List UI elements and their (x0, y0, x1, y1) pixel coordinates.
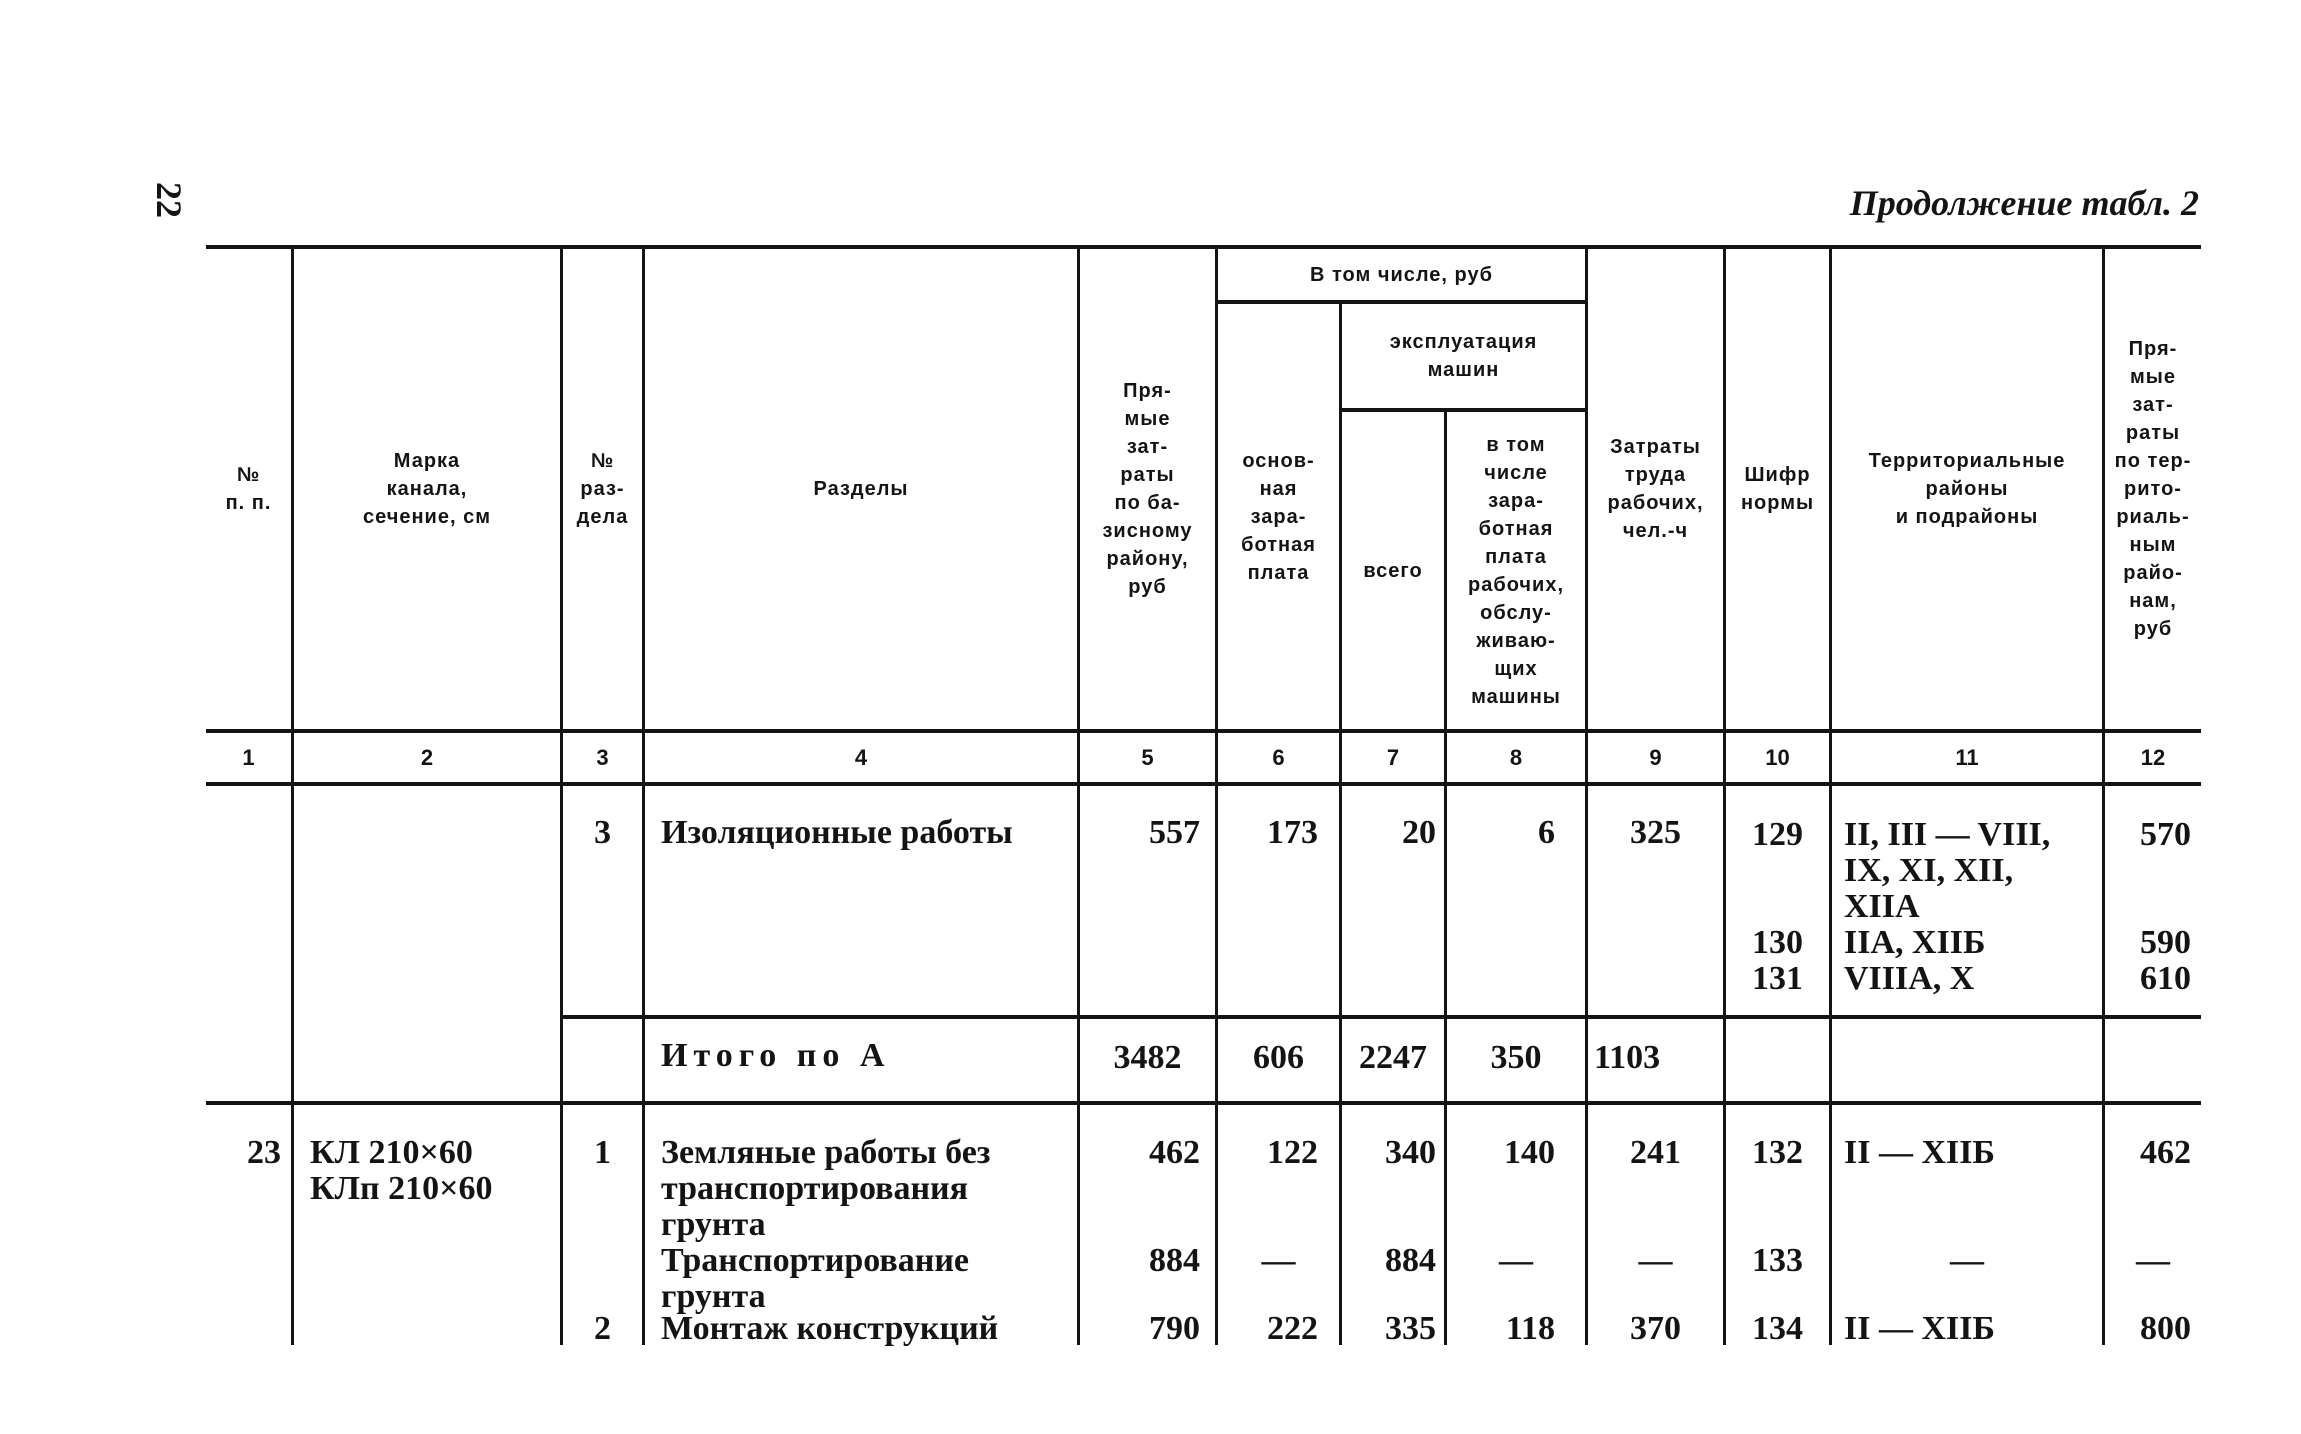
assembly-direct-costs: 790 (1149, 1310, 1200, 1347)
header-regions: Территориальные районы и подрайоны (1868, 450, 2066, 528)
earth-machines-wage: 140 (1504, 1134, 1555, 1171)
earth-section: Земляные работы без транспортирования грунта (661, 1134, 991, 1243)
earth-regional-costs: 462 (2140, 1134, 2191, 1171)
colnum-4: 4 (854, 744, 868, 770)
insulation-section: Изоляционные работы (661, 814, 1013, 851)
colnum-8: 8 (1509, 744, 1523, 770)
earth-base-wage: 122 (1267, 1134, 1318, 1171)
assembly-machines-total: 335 (1385, 1310, 1436, 1347)
assembly-section: Монтаж конструкций (661, 1310, 999, 1347)
earth-section-no: 1 (594, 1134, 611, 1171)
insulation-base-wage: 173 (1267, 814, 1318, 851)
insulation-regions: II, III — VIII, IX, XI, XII, XIIA IIA, XIIБ VIIIA, X (1844, 816, 2051, 997)
earth-machines-total: 340 (1385, 1134, 1436, 1171)
rule-colnum-bottom (206, 782, 2201, 786)
colnum-2: 2 (420, 744, 434, 770)
total-a-base-wage: 606 (1253, 1039, 1304, 1076)
header-machines-total: всего (1363, 559, 1423, 582)
insulation-machines-total: 20 (1402, 814, 1436, 851)
header-direct-costs: Пря- мые зат- раты по ба- зисному району, руб (1102, 380, 1193, 598)
cost-table (206, 245, 2201, 1345)
header-group-exploitation: эксплуатация машин (1389, 331, 1538, 381)
colnum-12: 12 (2140, 744, 2166, 770)
item23-no: 23 (247, 1134, 281, 1171)
assembly-regions: II — XIIБ (1844, 1310, 1995, 1347)
colnum-6: 6 (1272, 744, 1285, 770)
total-a-direct-costs: 3482 (1113, 1039, 1182, 1076)
insulation-section-no: 3 (594, 814, 611, 851)
colnum-1: 1 (242, 744, 255, 770)
transport-code: 133 (1752, 1242, 1803, 1279)
assembly-code: 134 (1752, 1310, 1803, 1347)
assembly-base-wage: 222 (1267, 1310, 1318, 1347)
colnum-9: 9 (1649, 744, 1662, 770)
earth-code: 132 (1752, 1134, 1803, 1171)
header-base-wage: основ- ная зара- ботная плата (1241, 449, 1316, 584)
header-section-no: № раз- дела (576, 450, 629, 528)
total-a-machines-wage: 350 (1490, 1039, 1542, 1076)
continuation-title: Продолжение табл. 2 (1849, 183, 2199, 223)
insulation-regional-costs: 570 590 610 (2140, 816, 2191, 997)
transport-section: Транспортирование грунта (661, 1242, 970, 1315)
assembly-regional-costs: 800 (2140, 1310, 2191, 1347)
header-labor: Затраты труда рабочих, чел.-ч (1607, 436, 1704, 542)
rule-before-total (561, 1015, 2201, 1019)
rule-after-total (206, 1101, 2201, 1105)
item23-mark: КЛ 210×60 КЛп 210×60 (310, 1134, 493, 1207)
earth-labor: 241 (1630, 1134, 1681, 1171)
assembly-labor: 370 (1630, 1310, 1681, 1347)
transport-regions: — (1950, 1242, 1984, 1279)
header-norm-code: Шифр нормы (1740, 464, 1815, 514)
insulation-direct-costs: 557 (1149, 814, 1200, 851)
assembly-machines-wage: 118 (1505, 1310, 1555, 1347)
transport-base-wage: — (1261, 1242, 1296, 1279)
assembly-section-no: 2 (594, 1310, 611, 1347)
total-a-machines-total: 2247 (1359, 1039, 1427, 1076)
transport-regional-costs: — (2136, 1242, 2170, 1279)
transport-machines-total: 884 (1385, 1242, 1436, 1279)
page-number: 22 (149, 182, 189, 218)
colnum-3: 3 (596, 744, 609, 770)
earth-regions: II — XIIБ (1844, 1134, 1995, 1171)
transport-machines-wage: — (1499, 1242, 1533, 1279)
header-regional-costs: Пря- мые зат- раты по тер- рито- риаль- ным райо- нам, руб (2114, 338, 2192, 640)
insulation-codes: 129 130 131 (1752, 816, 1803, 997)
transport-labor: — (1638, 1242, 1673, 1279)
colnum-10: 10 (1765, 744, 1790, 770)
colnum-7: 7 (1386, 744, 1400, 770)
earth-direct-costs: 462 (1149, 1134, 1200, 1171)
insulation-labor: 325 (1630, 814, 1681, 851)
header-sections: Разделы (813, 478, 909, 500)
header-row-no: № п. п. (225, 464, 272, 514)
header-machines-wage: в том числе зара- ботная плата рабочих, обслу- живаю- щих машины (1468, 433, 1564, 708)
transport-direct-costs: 884 (1149, 1242, 1200, 1279)
colnum-11: 11 (1955, 744, 1979, 770)
insulation-machines-wage: 6 (1538, 814, 1555, 851)
total-a-label: Итого по А (661, 1037, 891, 1074)
header-channel-mark: Марка канала, сечение, см (362, 450, 491, 528)
colnum-5: 5 (1141, 744, 1154, 770)
header-group-including: В том числе, руб (1310, 263, 1493, 286)
total-a-labor: 1103 (1594, 1039, 1661, 1076)
